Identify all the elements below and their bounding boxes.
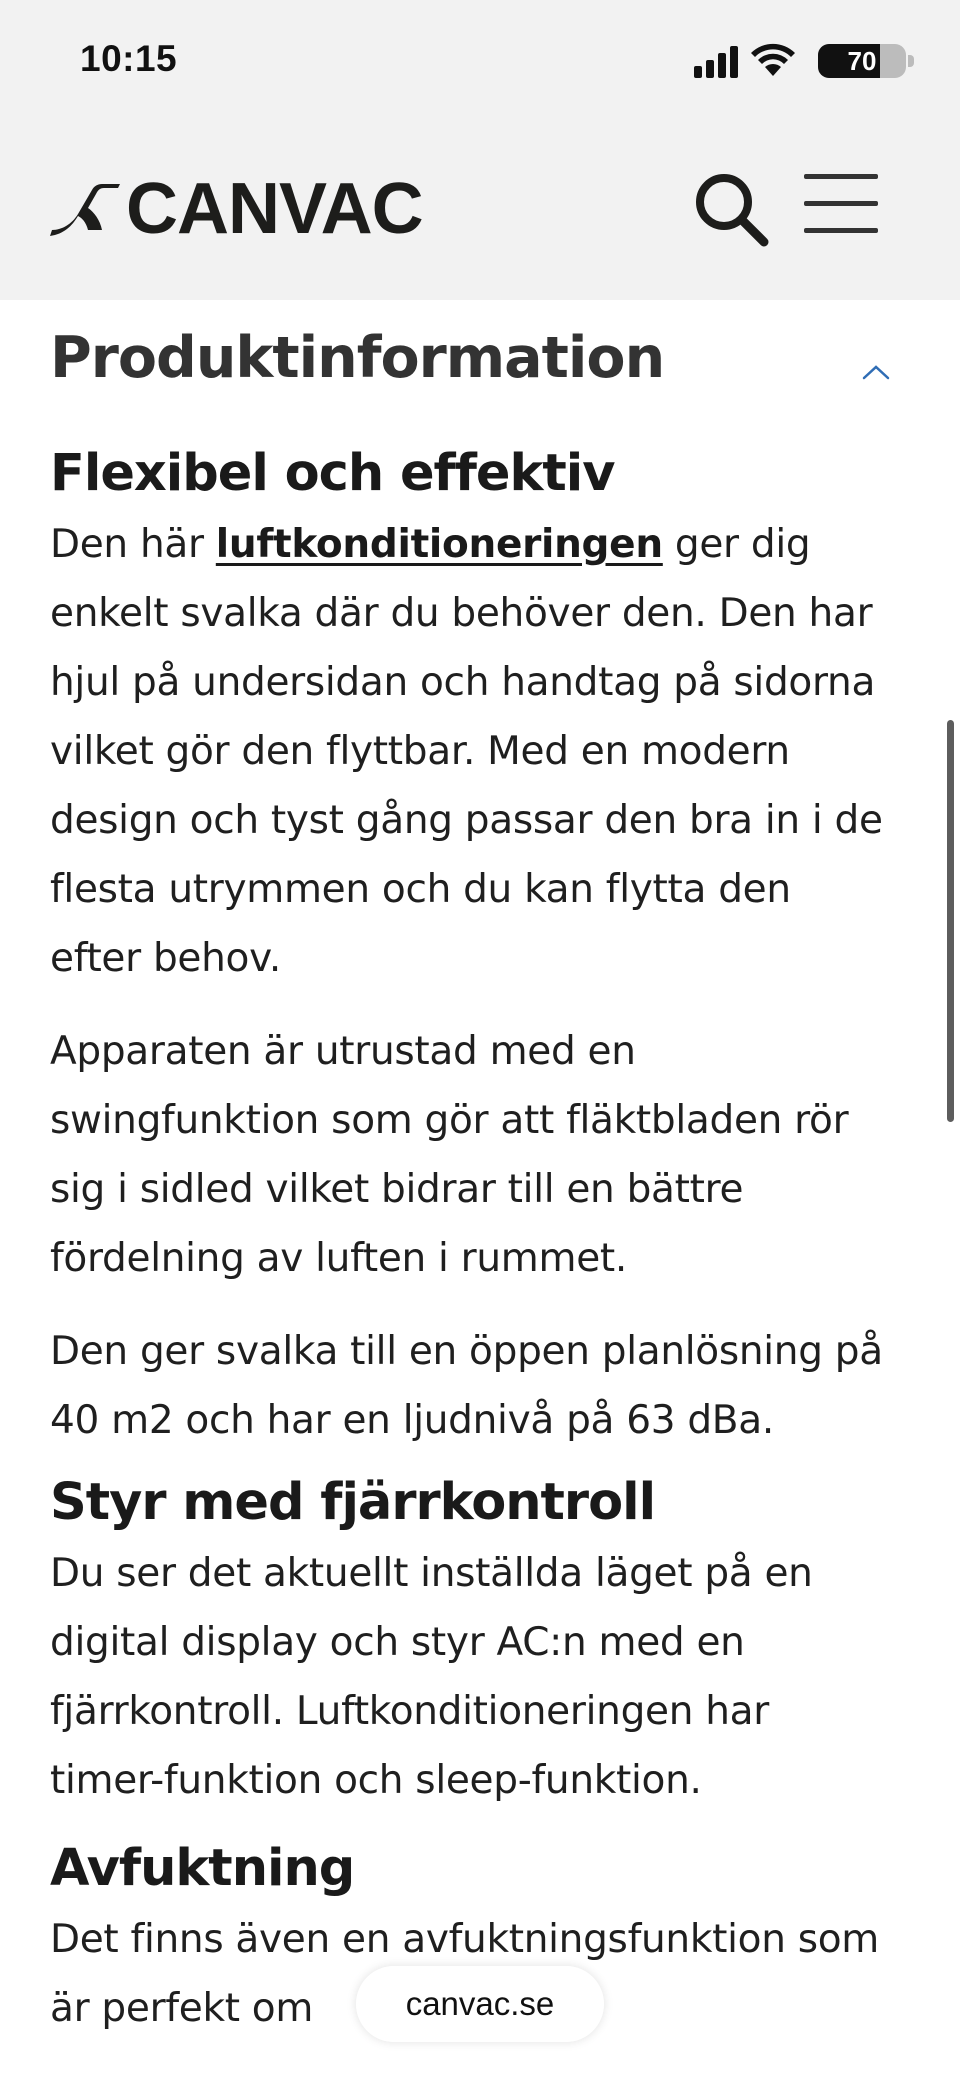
product-info-section bbox=[50, 300, 890, 2043]
paragraph-capacity: Den ger svalka till en öppen planlösning på 40 m2 och har en ljudnivå på 63 dBa. bbox=[50, 1329, 883, 1443]
logo-text: CANVAC bbox=[126, 169, 423, 249]
heading-flexibel: Flexibel och effektiv bbox=[50, 444, 615, 503]
cellular-signal-icon bbox=[694, 46, 740, 78]
url-text: canvac.se bbox=[405, 1985, 555, 2022]
paragraph-dehumidify: Det finns även en avfuktningsfunktion som är perfekt om bbox=[50, 1917, 879, 2031]
chevron-up-icon[interactable] bbox=[856, 358, 896, 388]
search-icon[interactable] bbox=[690, 170, 772, 252]
paragraph-intro: Den här luftkonditioneringen ger dig enkelt svalka där du behöver den. Den har hjul på undersidan och handtag på sidorna vilket gör den flyttbar. Med en modern design och tyst gång passar den bra in i de flesta utrymmen och du kan flytta den efter behov. bbox=[50, 522, 883, 981]
hamburger-menu-icon[interactable] bbox=[800, 172, 880, 236]
section-title: Produktinformation bbox=[50, 325, 665, 391]
scrollbar[interactable] bbox=[947, 720, 954, 1122]
paragraph-swing: Apparaten är utrustad med en swingfunktion som gör att fläktbladen rör sig i sidled vilket bidrar till en bättre fördelning av luften i rummet. bbox=[50, 1029, 849, 1281]
browser-url-bar[interactable] bbox=[356, 1966, 604, 2042]
luftkonditioneringen-link[interactable]: luftkonditioneringen bbox=[215, 522, 663, 567]
status-bar bbox=[0, 0, 960, 120]
wifi-icon bbox=[750, 42, 796, 78]
canvac-logo[interactable] bbox=[48, 169, 423, 249]
status-time: 10:15 bbox=[80, 38, 178, 79]
section-header[interactable] bbox=[50, 322, 890, 394]
heading-fjarrkontroll: Styr med fjärrkontroll bbox=[50, 1473, 656, 1532]
battery-percentage: 70 bbox=[847, 46, 877, 76]
status-icons bbox=[674, 42, 914, 82]
site-header bbox=[0, 120, 960, 300]
canvac-logo-mark-icon bbox=[48, 178, 124, 240]
heading-avfuktning: Avfuktning bbox=[50, 1839, 355, 1898]
paragraph-remote: Du ser det aktuellt inställda läget på en digital display och styr AC:n med en fjärrkontroll. Luftkonditioneringen har timer-funktion och sleep-funktion. bbox=[50, 1551, 813, 1803]
battery-icon bbox=[818, 44, 914, 78]
